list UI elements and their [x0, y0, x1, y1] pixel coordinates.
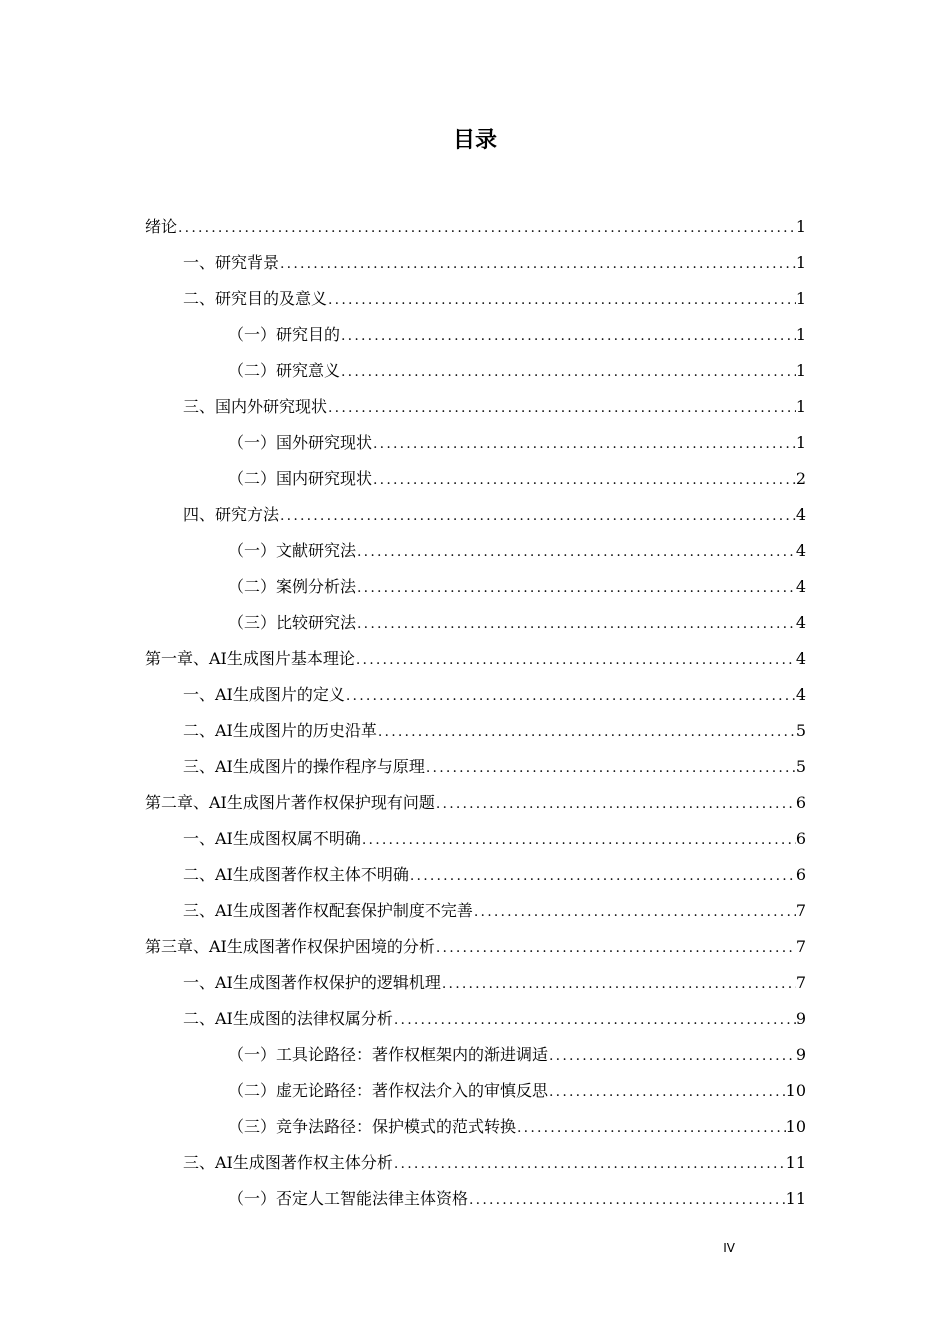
toc-entry[interactable]: [183, 281, 806, 317]
toc-entry-page: 11: [785, 1153, 806, 1172]
toc-entry[interactable]: [183, 965, 806, 1001]
toc-dot-leader: [409, 858, 796, 894]
toc-entry[interactable]: [228, 353, 806, 389]
toc-entry-title: 第一章、AI生成图片基本理论: [145, 649, 355, 668]
toc-entry[interactable]: [183, 749, 806, 785]
toc-entry-page: 1: [795, 361, 806, 380]
toc-entry[interactable]: [183, 245, 806, 281]
toc-entry-page: 1: [795, 217, 806, 236]
toc-entry[interactable]: [183, 857, 806, 893]
page-title: 目录: [452, 128, 497, 153]
toc-entry-title: （一）研究目的: [228, 325, 341, 344]
toc-entry-page: 4: [795, 541, 806, 560]
toc-dot-leader: [177, 210, 796, 246]
toc-entry-title: 第三章、AI生成图著作权保护困境的分析: [145, 937, 435, 956]
toc-entry[interactable]: [183, 1145, 806, 1181]
toc-entry-title: 二、研究目的及意义: [183, 289, 328, 308]
toc-entry-page: 1: [795, 397, 806, 416]
toc-dot-leader: [372, 426, 796, 462]
toc-entry-title: （一）工具论路径：著作权框架内的渐进调适: [228, 1045, 549, 1064]
toc-entry-page: 5: [795, 757, 806, 776]
page-number: IV: [723, 1241, 735, 1255]
toc-dot-leader: [372, 462, 796, 498]
toc-entry-title: 四、研究方法: [183, 505, 280, 524]
toc-dot-leader: [327, 390, 796, 426]
toc-entry[interactable]: [183, 389, 806, 425]
toc-entry[interactable]: [183, 1001, 806, 1037]
toc-dot-leader: [473, 894, 796, 930]
toc-entry-title: （二）案例分析法: [228, 577, 357, 596]
toc-entry-title: （一）否定人工智能法律主体资格: [228, 1189, 469, 1208]
toc-entry[interactable]: [145, 641, 806, 677]
toc-entry-title: （一）国外研究现状: [228, 433, 373, 452]
toc-entry[interactable]: [228, 1109, 806, 1145]
toc-dot-leader: [356, 570, 796, 606]
toc-dot-leader: [516, 1110, 786, 1146]
toc-entry[interactable]: [183, 677, 806, 713]
toc-dot-leader: [393, 1146, 786, 1182]
toc-entry[interactable]: [228, 425, 806, 461]
toc-entry-title: 一、AI生成图权属不明确: [183, 829, 361, 848]
toc-entry-title: 三、AI生成图片的操作程序与原理: [183, 757, 425, 776]
toc-dot-leader: [468, 1182, 786, 1218]
toc-entry-page: 1: [795, 253, 806, 272]
toc-entry-page: 4: [795, 649, 806, 668]
toc-entry[interactable]: [228, 1181, 806, 1217]
toc-entry-title: （二）虚无论路径：著作权法介入的审慎反思: [228, 1081, 549, 1100]
toc-entry-title: 第二章、AI生成图片著作权保护现有问题: [145, 793, 435, 812]
toc-entry-page: 5: [795, 721, 806, 740]
toc-entry[interactable]: [228, 1073, 806, 1109]
toc-entry[interactable]: [145, 209, 806, 245]
toc-entry-title: （一）文献研究法: [228, 541, 357, 560]
toc-entry-title: 二、AI生成图片的历史沿革: [183, 721, 377, 740]
toc-entry[interactable]: [183, 821, 806, 857]
toc-entry[interactable]: [228, 1037, 806, 1073]
toc-dot-leader: [393, 1002, 796, 1038]
toc-entry-title: 一、研究背景: [183, 253, 280, 272]
toc-dot-leader: [355, 642, 796, 678]
toc-entry[interactable]: [228, 533, 806, 569]
toc-entry[interactable]: [145, 929, 806, 965]
toc-entry-title: 三、AI生成图著作权配套保护制度不完善: [183, 901, 473, 920]
toc-entry-page: 1: [795, 325, 806, 344]
toc-dot-leader: [279, 498, 796, 534]
toc-dot-leader: [356, 534, 796, 570]
toc-entry-page: 7: [795, 973, 806, 992]
toc-entry-title: 一、AI生成图片的定义: [183, 685, 345, 704]
toc-entry-page: 6: [795, 865, 806, 884]
toc-entry-page: 2: [795, 469, 806, 488]
toc-dot-leader: [327, 282, 796, 318]
toc-entry-title: 绪论: [145, 217, 178, 236]
toc-entry-page: 9: [795, 1045, 806, 1064]
toc-dot-leader: [377, 714, 796, 750]
toc-entry-title: 三、AI生成图著作权主体分析: [183, 1153, 393, 1172]
toc-entry[interactable]: [228, 317, 806, 353]
toc-dot-leader: [361, 822, 796, 858]
toc-dot-leader: [345, 678, 796, 714]
toc-dot-leader: [279, 246, 796, 282]
toc-entry-page: 4: [795, 577, 806, 596]
toc-entry-page: 4: [795, 505, 806, 524]
toc-dot-leader: [548, 1074, 786, 1110]
toc-entry[interactable]: [228, 569, 806, 605]
toc-dot-leader: [340, 354, 796, 390]
toc-entry-title: 二、AI生成图的法律权属分析: [183, 1009, 393, 1028]
toc-entry[interactable]: [228, 461, 806, 497]
toc-entry[interactable]: [183, 497, 806, 533]
toc-entry[interactable]: [145, 785, 806, 821]
toc-entry-page: 7: [795, 937, 806, 956]
toc-dot-leader: [356, 606, 796, 642]
toc-dot-leader: [441, 966, 796, 1002]
toc-dot-leader: [425, 750, 796, 786]
toc-entry-page: 4: [795, 613, 806, 632]
toc-entry-title: （三）竞争法路径：保护模式的范式转换: [228, 1117, 517, 1136]
toc-entry-page: 4: [795, 685, 806, 704]
table-of-contents: [0, 209, 950, 1217]
toc-entry-page: 6: [795, 793, 806, 812]
toc-dot-leader: [340, 318, 796, 354]
toc-entry[interactable]: [183, 893, 806, 929]
toc-entry-page: 9: [795, 1009, 806, 1028]
toc-entry-title: （三）比较研究法: [228, 613, 357, 632]
toc-entry-page: 7: [795, 901, 806, 920]
toc-entry-page: 1: [795, 289, 806, 308]
toc-entry-page: 10: [785, 1117, 806, 1136]
toc-entry-page: 1: [795, 433, 806, 452]
toc-entry-page: 11: [785, 1189, 806, 1208]
toc-entry-title: （二）研究意义: [228, 361, 341, 380]
toc-entry-page: 6: [795, 829, 806, 848]
toc-dot-leader: [548, 1038, 796, 1074]
toc-entry-page: 10: [785, 1081, 806, 1100]
toc-entry-title: 三、国内外研究现状: [183, 397, 328, 416]
toc-dot-leader: [435, 786, 796, 822]
toc-entry[interactable]: [183, 713, 806, 749]
toc-entry[interactable]: [228, 605, 806, 641]
toc-entry-title: 二、AI生成图著作权主体不明确: [183, 865, 409, 884]
toc-entry-title: 一、AI生成图著作权保护的逻辑机理: [183, 973, 441, 992]
toc-dot-leader: [435, 930, 796, 966]
toc-entry-title: （二）国内研究现状: [228, 469, 373, 488]
